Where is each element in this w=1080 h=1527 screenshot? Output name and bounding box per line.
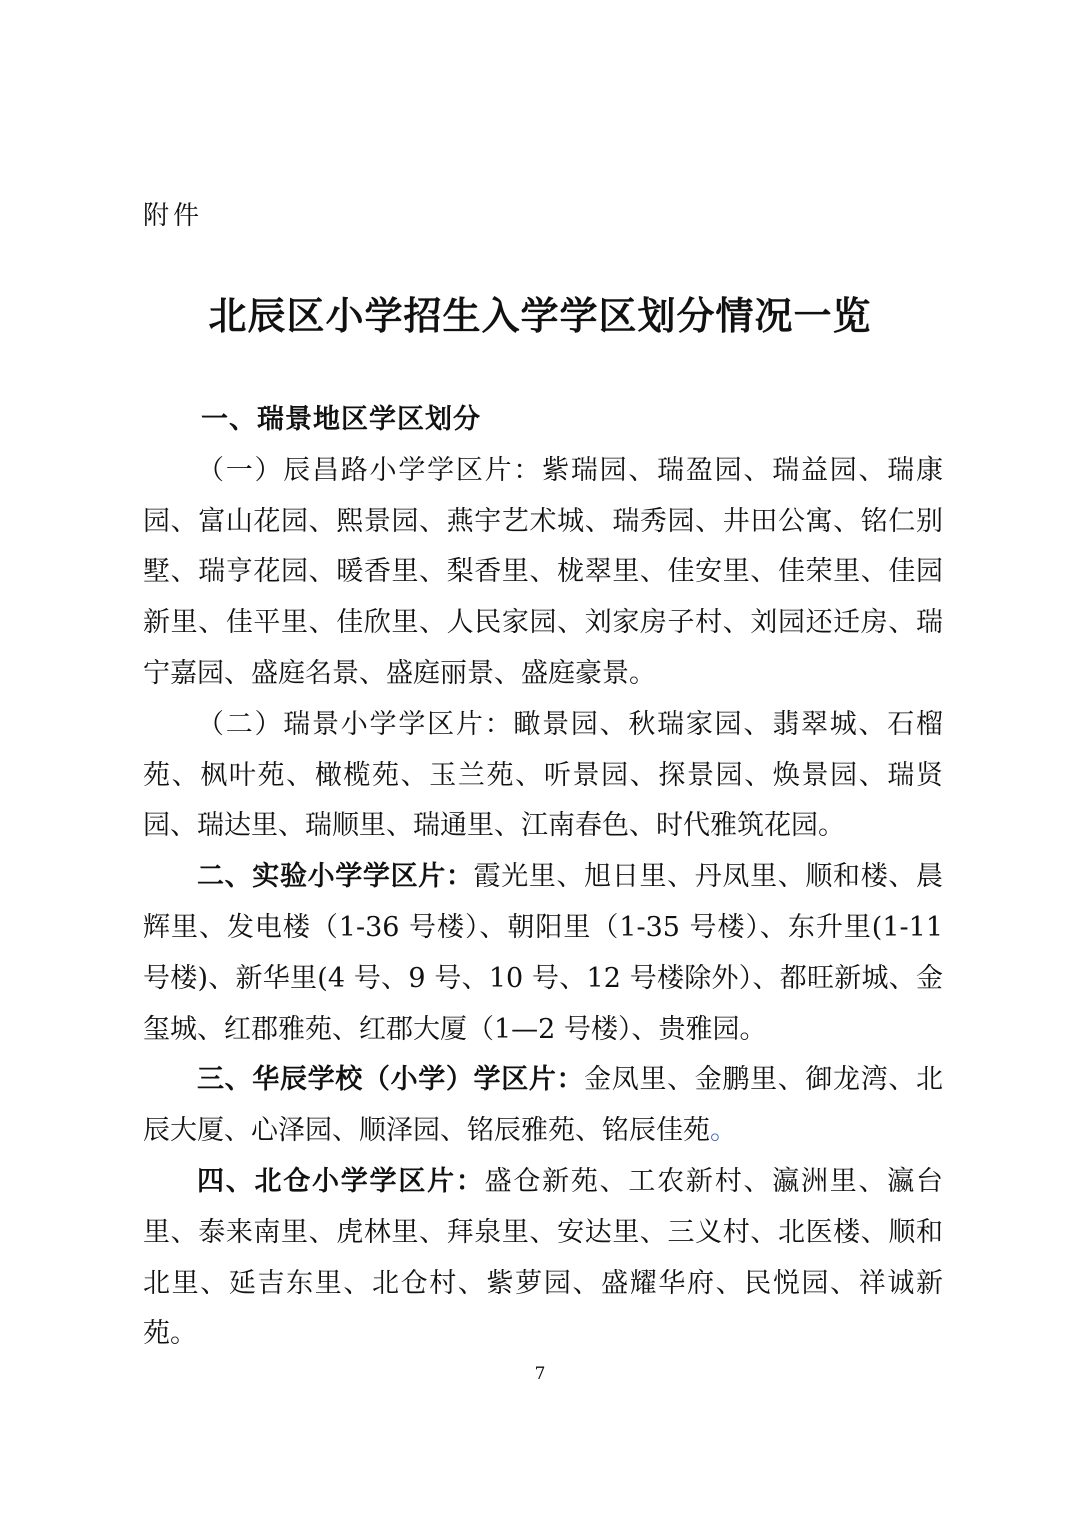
- beicang-district-list: 盛仓新苑、工农新村、瀛洲里、瀛台里、泰来南里、虎林里、拜泉里、安达里、三义村、北医楼、顺和北里、延吉东里、北仓村、紫萝园、盛耀华府、民悦园、祥诚新苑。: [143, 1165, 944, 1350]
- huachen-district-list: 金凤里、金鹏里、御龙湾、北辰大厦、心泽园、顺泽园、铭辰雅苑、铭辰佳苑: [143, 1064, 944, 1147]
- section-heading-shiyan: 二、实验小学学区片：: [197, 861, 474, 893]
- section-heading-huachen: 三、华辰学校（小学）学区片：: [197, 1064, 585, 1096]
- paragraph-ruijing-school-district: （二）瑞景小学学区片：瞰景园、秋瑞家园、翡翠城、石榴苑、枫叶苑、橄榄苑、玉兰苑、听景园、探景园、焕景园、瑞贤园、瑞达里、瑞顺里、瑞通里、江南春色、时代雅筑花园。: [143, 708, 943, 842]
- document-title: 北辰区小学招生入学学区划分情况一览: [208, 293, 872, 338]
- section-heading-beicang: 四、北仓小学学区片：: [197, 1165, 485, 1197]
- paragraph-huachen-school-district: [143, 1055, 943, 1157]
- document-body: [143, 395, 943, 1360]
- huachen-district-end-mark: 。: [710, 1115, 737, 1147]
- paragraph-beicang-school-district: [143, 1157, 943, 1360]
- attachment-label: 附件: [143, 201, 204, 231]
- shiyan-district-list: 霞光里、旭日里、丹凤里、顺和楼、晨辉里、发电楼（1-36 号楼）、朝阳里（1-35 号楼）、东升里(1-11 号楼)、新华里(4 号、9 号、10 号、12 号楼除外）、都旺新城、金玺城、红郡雅苑、红郡大厦（1—2 号楼）、贵雅园。: [143, 861, 944, 1045]
- page-number: 7: [534, 1364, 546, 1384]
- paragraph-shiyan-school-district: [143, 852, 943, 1055]
- section-heading-ruijing: 一、瑞景地区学区划分: [201, 404, 481, 435]
- paragraph-chenchang-school-district: （一）辰昌路小学学区片：紫瑞园、瑞盈园、瑞益园、瑞康园、富山花园、熙景园、燕宇艺术城、瑞秀园、井田公寓、铭仁别墅、瑞亨花园、暖香里、梨香里、栊翠里、佳安里、佳荣里、佳园新里、佳平里、佳欣里、人民家园、刘家房子村、刘园还迁房、瑞宁嘉园、盛庭名景、盛庭丽景、盛庭豪景。: [143, 454, 943, 689]
